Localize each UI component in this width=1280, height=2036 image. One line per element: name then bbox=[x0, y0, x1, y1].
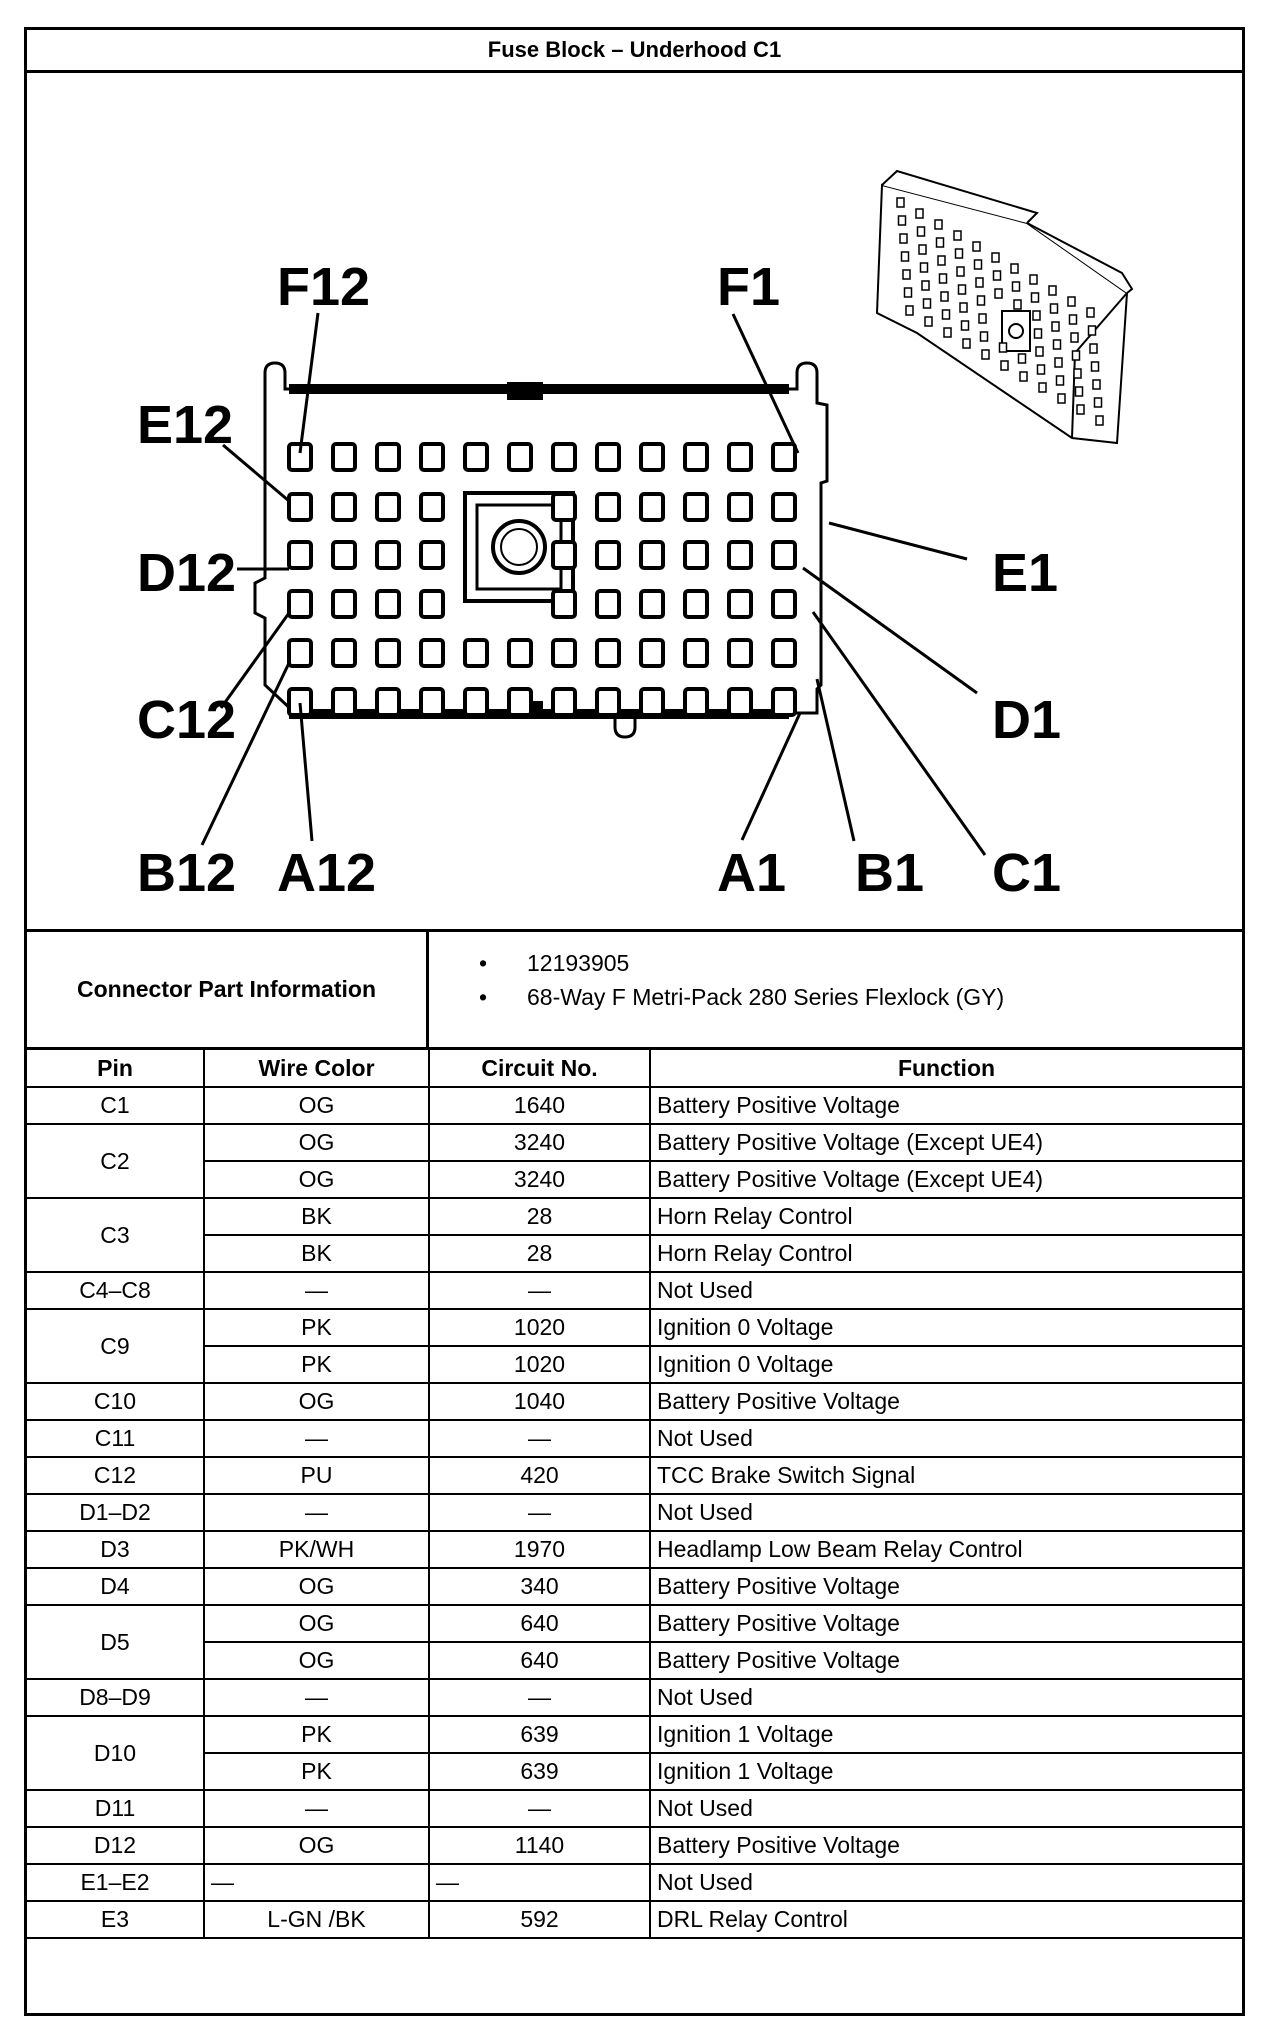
pin-cavity bbox=[377, 542, 399, 568]
function-cell: Horn Relay Control bbox=[650, 1235, 1242, 1272]
thumbnail-cavity bbox=[940, 274, 947, 283]
pin-cavity bbox=[377, 444, 399, 470]
pin-cavity bbox=[289, 591, 311, 617]
pin-cell: D4 bbox=[27, 1568, 204, 1605]
pin-cavity bbox=[729, 444, 751, 470]
function-cell: Ignition 1 Voltage bbox=[650, 1753, 1242, 1790]
pin-cavity bbox=[509, 444, 531, 470]
wire-color-cell: OG bbox=[204, 1383, 429, 1420]
thumbnail-cavity bbox=[975, 260, 982, 269]
wire-color-cell: — bbox=[204, 1679, 429, 1716]
pin-cell: C10 bbox=[27, 1383, 204, 1420]
pin-label-c1: C1 bbox=[992, 843, 1062, 903]
thumbnail-cavity bbox=[1035, 329, 1042, 338]
wire-color-cell: L-GN /BK bbox=[204, 1901, 429, 1938]
column-header-circuit: Circuit No. bbox=[429, 1050, 650, 1087]
connector-description: 68-Way F Metri-Pack 280 Series Flexlock (GY) bbox=[527, 984, 1005, 1010]
circuit-cell: 3240 bbox=[429, 1161, 650, 1198]
pinout-table bbox=[27, 1050, 1242, 1939]
pin-cell: D5 bbox=[27, 1605, 204, 1679]
pin-cavity bbox=[377, 591, 399, 617]
pin-cavity bbox=[685, 640, 707, 666]
pin-cavity bbox=[553, 494, 575, 520]
thumbnail-cavity bbox=[1039, 383, 1046, 392]
wire-color-cell: BK bbox=[204, 1198, 429, 1235]
pin-cavity bbox=[729, 640, 751, 666]
pin-cavity bbox=[553, 591, 575, 617]
pin-cavity bbox=[289, 640, 311, 666]
function-cell: Headlamp Low Beam Relay Control bbox=[650, 1531, 1242, 1568]
pin-cavity bbox=[773, 640, 795, 666]
table-row bbox=[27, 1790, 1242, 1827]
thumbnail-cavity bbox=[1095, 398, 1102, 407]
table-row bbox=[27, 1494, 1242, 1531]
pin-cell: D10 bbox=[27, 1716, 204, 1790]
pin-cavity bbox=[553, 640, 575, 666]
pin-cavity bbox=[421, 640, 443, 666]
circuit-cell: 639 bbox=[429, 1753, 650, 1790]
leader-line bbox=[300, 703, 312, 841]
wire-color-cell: — bbox=[204, 1272, 429, 1309]
pin-cavity bbox=[597, 689, 619, 715]
table-row bbox=[27, 1124, 1242, 1161]
pin-label-d1: D1 bbox=[992, 690, 1062, 750]
thumbnail-cavity bbox=[982, 350, 989, 359]
thumbnail-cavity bbox=[1032, 293, 1039, 302]
pin-cavity bbox=[597, 640, 619, 666]
wire-color-cell: OG bbox=[204, 1161, 429, 1198]
pin-cavity bbox=[685, 689, 707, 715]
pin-cell: D11 bbox=[27, 1790, 204, 1827]
pin-cavity bbox=[421, 542, 443, 568]
table-row bbox=[27, 1827, 1242, 1864]
table-row bbox=[27, 1679, 1242, 1716]
pin-label-e1: E1 bbox=[992, 543, 1059, 603]
pin-cavity bbox=[729, 591, 751, 617]
leader-line bbox=[803, 568, 977, 693]
circuit-cell: — bbox=[429, 1494, 650, 1531]
circuit-cell: 592 bbox=[429, 1901, 650, 1938]
pin-cell: D8–D9 bbox=[27, 1679, 204, 1716]
connector-info-label: Connector Part Information bbox=[27, 932, 429, 1047]
pin-cavity bbox=[597, 542, 619, 568]
thumbnail-cavity bbox=[981, 332, 988, 341]
info-item bbox=[479, 980, 1242, 1014]
thumbnail-cavity bbox=[919, 245, 926, 254]
thumbnail-cavity bbox=[956, 249, 963, 258]
thumbnail-cavity bbox=[1001, 361, 1008, 370]
table-row bbox=[27, 1753, 1242, 1790]
info-item bbox=[479, 946, 1242, 980]
pin-label-b12: B12 bbox=[137, 843, 237, 903]
thumbnail-cavity bbox=[922, 281, 929, 290]
pin-cell: C11 bbox=[27, 1420, 204, 1457]
function-cell: Ignition 0 Voltage bbox=[650, 1309, 1242, 1346]
pin-cavity bbox=[641, 444, 663, 470]
thumbnail-cavity bbox=[903, 270, 910, 279]
page-title: Fuse Block – Underhood C1 bbox=[27, 30, 1242, 73]
thumbnail-cavity bbox=[979, 314, 986, 323]
pin-label-f1: F1 bbox=[717, 257, 781, 317]
wire-color-cell: — bbox=[204, 1864, 429, 1901]
thumbnail-cavity bbox=[976, 278, 983, 287]
pin-cavity bbox=[597, 591, 619, 617]
thumbnail-cavity bbox=[1014, 300, 1021, 309]
table-row bbox=[27, 1642, 1242, 1679]
table-row bbox=[27, 1346, 1242, 1383]
column-header-wire-color: Wire Color bbox=[204, 1050, 429, 1087]
circuit-cell: 640 bbox=[429, 1642, 650, 1679]
pin-cavity bbox=[685, 542, 707, 568]
table-row bbox=[27, 1235, 1242, 1272]
pin-label-f12: F12 bbox=[277, 257, 371, 317]
circuit-cell: — bbox=[429, 1790, 650, 1827]
pin-labels bbox=[137, 257, 1061, 903]
circuit-cell: 340 bbox=[429, 1568, 650, 1605]
thumbnail-cavity bbox=[1013, 282, 1020, 291]
thumbnail-cavity bbox=[1070, 315, 1077, 324]
pin-cavity bbox=[729, 494, 751, 520]
pin-cavity bbox=[333, 689, 355, 715]
function-cell: Not Used bbox=[650, 1864, 1242, 1901]
pin-label-c12: C12 bbox=[137, 690, 237, 750]
circuit-cell: 3240 bbox=[429, 1124, 650, 1161]
thumbnail-cavity bbox=[1077, 405, 1084, 414]
pin-cell: C3 bbox=[27, 1198, 204, 1272]
leader-line bbox=[742, 713, 800, 840]
thumbnail-cavity bbox=[1071, 333, 1078, 342]
pin-cavity bbox=[773, 494, 795, 520]
table-header-row bbox=[27, 1050, 1242, 1087]
function-cell: Ignition 0 Voltage bbox=[650, 1346, 1242, 1383]
pin-cavity bbox=[729, 689, 751, 715]
circuit-cell: 28 bbox=[429, 1198, 650, 1235]
pin-cavity bbox=[465, 640, 487, 666]
thumbnail-cavity bbox=[1030, 275, 1037, 284]
thumbnail-cavity bbox=[1089, 326, 1096, 335]
pin-cell: D1–D2 bbox=[27, 1494, 204, 1531]
circuit-cell: 1140 bbox=[429, 1827, 650, 1864]
thumbnail-cavity bbox=[1068, 297, 1075, 306]
table-row bbox=[27, 1531, 1242, 1568]
thumbnail-cavity bbox=[1092, 362, 1099, 371]
thumbnail-cavity bbox=[960, 303, 967, 312]
pin-cavity bbox=[597, 444, 619, 470]
wire-color-cell: PK bbox=[204, 1309, 429, 1346]
table-row bbox=[27, 1457, 1242, 1494]
thumbnail-cavity bbox=[1054, 340, 1061, 349]
top-key bbox=[507, 382, 543, 400]
table-row bbox=[27, 1087, 1242, 1124]
thumbnail-cavity bbox=[1093, 380, 1100, 389]
thumbnail-cavity bbox=[992, 253, 999, 262]
pin-cavity bbox=[553, 542, 575, 568]
thumbnail-cavity bbox=[1057, 376, 1064, 385]
thumbnail-cavity bbox=[963, 339, 970, 348]
pin-cavity bbox=[729, 542, 751, 568]
thumbnail-cavity bbox=[905, 288, 912, 297]
pin-cavity bbox=[333, 640, 355, 666]
connector-info-list bbox=[429, 932, 1242, 1047]
pin-cavity bbox=[685, 494, 707, 520]
pin-cavity bbox=[289, 494, 311, 520]
function-cell: Not Used bbox=[650, 1790, 1242, 1827]
pin-cavity bbox=[641, 494, 663, 520]
thumbnail-cavity bbox=[943, 310, 950, 319]
part-number: 12193905 bbox=[527, 950, 630, 976]
thumbnail-cavity bbox=[1011, 264, 1018, 273]
thumbnail-cavity bbox=[1087, 308, 1094, 317]
table-row bbox=[27, 1198, 1242, 1235]
pin-cavity bbox=[773, 444, 795, 470]
wire-color-cell: OG bbox=[204, 1605, 429, 1642]
pin-label-a1: A1 bbox=[717, 843, 787, 903]
thumbnail-cavity bbox=[944, 328, 951, 337]
function-cell: Horn Relay Control bbox=[650, 1198, 1242, 1235]
thumbnail-cavity bbox=[1000, 343, 1007, 352]
thumbnail-cavity bbox=[995, 289, 1002, 298]
connector-diagram bbox=[27, 73, 1242, 932]
wire-color-cell: PU bbox=[204, 1457, 429, 1494]
pin-label-b1: B1 bbox=[855, 843, 925, 903]
pin-cavity bbox=[685, 444, 707, 470]
circuit-cell: — bbox=[429, 1864, 650, 1901]
pin-cavity bbox=[333, 591, 355, 617]
pinout-table-body bbox=[27, 1087, 1242, 1938]
circuit-cell: 1020 bbox=[429, 1346, 650, 1383]
thumbnail-cavity bbox=[941, 292, 948, 301]
thumbnail-cavity bbox=[994, 271, 1001, 280]
thumbnail-cavity bbox=[1052, 322, 1059, 331]
pin-cavity bbox=[421, 591, 443, 617]
function-cell: DRL Relay Control bbox=[650, 1901, 1242, 1938]
thumbnail-cavity bbox=[1090, 344, 1097, 353]
table-row bbox=[27, 1383, 1242, 1420]
function-cell: Battery Positive Voltage bbox=[650, 1605, 1242, 1642]
function-cell: TCC Brake Switch Signal bbox=[650, 1457, 1242, 1494]
pin-cavity bbox=[641, 591, 663, 617]
table-row bbox=[27, 1864, 1242, 1901]
pin-cavity bbox=[421, 689, 443, 715]
wire-color-cell: PK bbox=[204, 1716, 429, 1753]
pin-cavities bbox=[289, 444, 795, 715]
thumbnail-cavity bbox=[1073, 351, 1080, 360]
function-cell: Not Used bbox=[650, 1420, 1242, 1457]
pin-cavity bbox=[333, 542, 355, 568]
pin-cavity bbox=[773, 591, 795, 617]
connector-face-drawing bbox=[27, 73, 1242, 929]
pin-cell: C2 bbox=[27, 1124, 204, 1198]
leader-line bbox=[817, 679, 854, 841]
wire-color-cell: PK bbox=[204, 1346, 429, 1383]
circuit-cell: 1970 bbox=[429, 1531, 650, 1568]
leader-lines bbox=[202, 313, 985, 855]
connector-thumbnail bbox=[877, 171, 1132, 443]
pin-label-e12: E12 bbox=[137, 395, 234, 455]
function-cell: Battery Positive Voltage bbox=[650, 1827, 1242, 1864]
table-row bbox=[27, 1309, 1242, 1346]
thumbnail-cavity bbox=[916, 209, 923, 218]
thumbnail-cavity bbox=[900, 234, 907, 243]
table-row bbox=[27, 1605, 1242, 1642]
thumbnail-cavity bbox=[937, 238, 944, 247]
pin-cell: C12 bbox=[27, 1457, 204, 1494]
circuit-cell: 28 bbox=[429, 1235, 650, 1272]
thumbnail-cavity bbox=[1038, 365, 1045, 374]
leader-line bbox=[813, 612, 985, 855]
thumbnail-cavity bbox=[918, 227, 925, 236]
pin-cavity bbox=[333, 444, 355, 470]
function-cell: Battery Positive Voltage bbox=[650, 1087, 1242, 1124]
wire-color-cell: PK bbox=[204, 1753, 429, 1790]
function-cell: Not Used bbox=[650, 1494, 1242, 1531]
thumbnail-cavity bbox=[935, 220, 942, 229]
pin-cavity bbox=[289, 542, 311, 568]
wire-color-cell: — bbox=[204, 1494, 429, 1531]
wire-color-cell: OG bbox=[204, 1124, 429, 1161]
pin-cavity bbox=[509, 640, 531, 666]
thumbnail-cavity bbox=[925, 317, 932, 326]
thumbnail-cavity bbox=[1096, 416, 1103, 425]
circuit-cell: 639 bbox=[429, 1716, 650, 1753]
thumbnail-cavity bbox=[906, 306, 913, 315]
pin-cavity bbox=[773, 542, 795, 568]
function-cell: Ignition 1 Voltage bbox=[650, 1716, 1242, 1753]
wire-color-cell: — bbox=[204, 1420, 429, 1457]
pin-cell: E3 bbox=[27, 1901, 204, 1938]
wire-color-cell: OG bbox=[204, 1642, 429, 1679]
pin-cavity bbox=[421, 494, 443, 520]
pin-cavity bbox=[641, 689, 663, 715]
circuit-cell: 1020 bbox=[429, 1309, 650, 1346]
function-cell: Battery Positive Voltage (Except UE4) bbox=[650, 1161, 1242, 1198]
pin-cavity bbox=[641, 640, 663, 666]
thumbnail-cavity bbox=[1076, 387, 1083, 396]
pin-cavity bbox=[553, 444, 575, 470]
circuit-cell: 1640 bbox=[429, 1087, 650, 1124]
function-cell: Battery Positive Voltage bbox=[650, 1642, 1242, 1679]
pin-cell: C9 bbox=[27, 1309, 204, 1383]
thumbnail-cavity bbox=[938, 256, 945, 265]
table-row bbox=[27, 1272, 1242, 1309]
pin-cavity bbox=[377, 640, 399, 666]
pin-cell: C4–C8 bbox=[27, 1272, 204, 1309]
function-cell: Battery Positive Voltage bbox=[650, 1383, 1242, 1420]
thumbnail-cavity bbox=[1049, 286, 1056, 295]
connector-part-info bbox=[27, 932, 1242, 1050]
pin-cavity bbox=[641, 542, 663, 568]
thumbnail-cavity bbox=[899, 216, 906, 225]
circuit-cell: 640 bbox=[429, 1605, 650, 1642]
pin-cell: D3 bbox=[27, 1531, 204, 1568]
thumbnail-cavity bbox=[1019, 354, 1026, 363]
thumbnail-cavity bbox=[978, 296, 985, 305]
leader-line bbox=[300, 313, 318, 453]
function-cell: Battery Positive Voltage bbox=[650, 1568, 1242, 1605]
table-row bbox=[27, 1420, 1242, 1457]
pin-cell: C1 bbox=[27, 1087, 204, 1124]
wire-color-cell: — bbox=[204, 1790, 429, 1827]
pin-cavity bbox=[377, 689, 399, 715]
pin-label-a12: A12 bbox=[277, 843, 377, 903]
leader-line bbox=[733, 314, 798, 453]
table-row bbox=[27, 1568, 1242, 1605]
wire-color-cell: OG bbox=[204, 1087, 429, 1124]
thumbnail-cavity bbox=[1055, 358, 1062, 367]
thumbnail-cavity bbox=[1036, 347, 1043, 356]
pin-cavity bbox=[509, 689, 531, 715]
function-cell: Not Used bbox=[650, 1272, 1242, 1309]
pin-cavity bbox=[465, 444, 487, 470]
circuit-cell: — bbox=[429, 1679, 650, 1716]
pin-cavity bbox=[597, 494, 619, 520]
wire-color-cell: OG bbox=[204, 1568, 429, 1605]
thumbnail-cavity bbox=[954, 231, 961, 240]
leader-line bbox=[829, 523, 967, 559]
thumbnail-cavity bbox=[1074, 369, 1081, 378]
thumbnail-cavity bbox=[1051, 304, 1058, 313]
column-header-function: Function bbox=[650, 1050, 1242, 1087]
circuit-cell: — bbox=[429, 1420, 650, 1457]
function-cell: Not Used bbox=[650, 1679, 1242, 1716]
wire-color-cell: PK/WH bbox=[204, 1531, 429, 1568]
thumbnail-cavity bbox=[973, 242, 980, 251]
pin-cavity bbox=[773, 689, 795, 715]
thumbnail-cavity bbox=[1058, 394, 1065, 403]
pin-cavity bbox=[377, 494, 399, 520]
thumbnail-cavity bbox=[902, 252, 909, 261]
thumbnail-cavity bbox=[921, 263, 928, 272]
circuit-cell: 420 bbox=[429, 1457, 650, 1494]
bullet: • bbox=[479, 950, 488, 976]
pin-label-d12: D12 bbox=[137, 543, 237, 603]
bullet: • bbox=[479, 984, 488, 1010]
thumbnail-cavity bbox=[957, 267, 964, 276]
thumbnail-cavity bbox=[1033, 311, 1040, 320]
pinout-sheet bbox=[24, 27, 1245, 2016]
pin-cell: E1–E2 bbox=[27, 1864, 204, 1901]
wire-color-cell: BK bbox=[204, 1235, 429, 1272]
pin-cavity bbox=[685, 591, 707, 617]
pin-cell: D12 bbox=[27, 1827, 204, 1864]
table-row bbox=[27, 1161, 1242, 1198]
table-row bbox=[27, 1901, 1242, 1938]
table-row bbox=[27, 1716, 1242, 1753]
function-cell: Battery Positive Voltage (Except UE4) bbox=[650, 1124, 1242, 1161]
thumbnail-cavity bbox=[924, 299, 931, 308]
wire-color-cell: OG bbox=[204, 1827, 429, 1864]
circuit-cell: 1040 bbox=[429, 1383, 650, 1420]
thumbnail-cavity bbox=[959, 285, 966, 294]
pin-cavity bbox=[553, 689, 575, 715]
pin-cavity bbox=[333, 494, 355, 520]
thumbnail-cavity bbox=[962, 321, 969, 330]
thumbnail-cavity bbox=[1020, 372, 1027, 381]
circuit-cell: — bbox=[429, 1272, 650, 1309]
thumbnail-cavity bbox=[897, 198, 904, 207]
pin-cavity bbox=[421, 444, 443, 470]
column-header-pin: Pin bbox=[27, 1050, 204, 1087]
pin-cavity bbox=[465, 689, 487, 715]
